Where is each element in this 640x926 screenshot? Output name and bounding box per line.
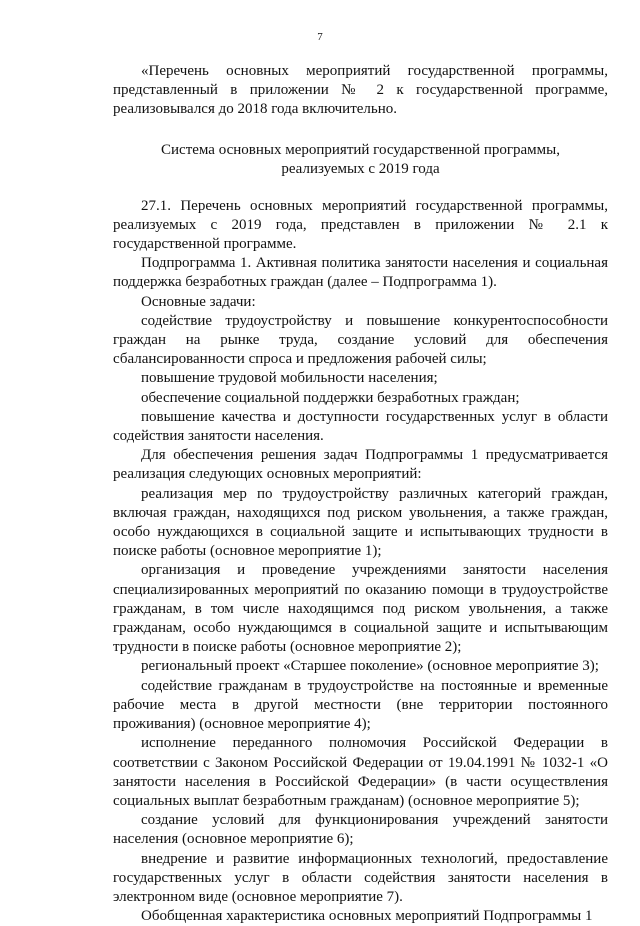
page-number: 7 bbox=[317, 31, 323, 43]
paragraph-measure-2: организация и проведение учреждениями занятости населения специализированных мероприятий по оказанию помощи в трудоустройстве гражданам, в том числе находящимся под риском увольнения, а также гражданам, особо нуждающимся в социальной защите и испытывающим трудности в поиске работы (основное мероприятие 2); bbox=[113, 562, 608, 656]
paragraph-measure-6: создание условий для функционирования учреждений занятости населения (основное мероприятие 6); bbox=[113, 812, 608, 848]
paragraph-measure-4: содействие гражданам в трудоустройстве на постоянные и временные рабочие места в другой местности (вне территории постоянного проживания) (основное мероприятие 4); bbox=[113, 677, 608, 733]
paragraph-27-1: 27.1. Перечень основных мероприятий государственной программы, реализуемых с 2019 года, представлен в приложении № 2.1 к государственной программе. bbox=[113, 197, 608, 253]
paragraph-measure-1: реализация мер по трудоустройству различных категорий граждан, включая граждан, находящихся под риском увольнения, а также граждан, особо нуждающихся в социальной защите и испытывающих трудности в поиске работы (основное мероприятие 1); bbox=[113, 485, 608, 560]
document-body bbox=[113, 62, 608, 926]
paragraph-task-3: обеспечение социальной поддержки безработных граждан; bbox=[141, 389, 520, 406]
paragraph-main-tasks-label: Основные задачи: bbox=[141, 293, 256, 310]
paragraph-summary-start: Обобщенная характеристика основных мероприятий Подпрограммы 1 bbox=[141, 908, 593, 925]
paragraph-subprogram-title: Подпрограмма 1. Активная политика занятости населения и социальная поддержка безработных граждан (далее – Подпрограмма 1). bbox=[113, 255, 608, 291]
paragraph-task-2: повышение трудовой мобильности населения; bbox=[141, 370, 438, 387]
paragraph-measures-intro: Для обеспечения решения задач Подпрограммы 1 предусматривается реализация следующих основных мероприятий: bbox=[113, 447, 608, 483]
paragraph-measure-5: исполнение переданного полномочия Российской Федерации в соответствии с Законом Российской Федерации от 19.04.1991 № 1032-1 «О занятости населения в Российской Федерации» (в части осуществления социальных выплат безработным гражданам) (основное мероприятие 5); bbox=[113, 735, 608, 809]
paragraph-task-1: содействие трудоустройству и повышение конкурентоспособности граждан на рынке труда, создание условий для обеспечения сбалансированности спроса и предложения рабочей силы; bbox=[113, 312, 608, 368]
intro-paragraph: «Перечень основных мероприятий государственной программы, представленный в приложении № 2 к государственной программе, реализовывался до 2018 года включительно. bbox=[113, 63, 608, 118]
paragraph-task-4: повышение качества и доступности государственных услуг в области содействия занятости населения. bbox=[113, 408, 608, 445]
section-heading bbox=[113, 141, 608, 179]
section-heading-line-2: реализуемых с 2019 года bbox=[281, 160, 440, 177]
section-heading-line-1: Система основных мероприятий государственной программы, bbox=[161, 141, 560, 158]
paragraph-measure-7: внедрение и развитие информационных технологий, предоставление государственных услуг в области содействия занятости населения в электронном виде (основное мероприятие 7). bbox=[113, 850, 608, 905]
paragraph-measure-3: региональный проект «Старшее поколение» (основное мероприятие 3); bbox=[141, 658, 599, 675]
